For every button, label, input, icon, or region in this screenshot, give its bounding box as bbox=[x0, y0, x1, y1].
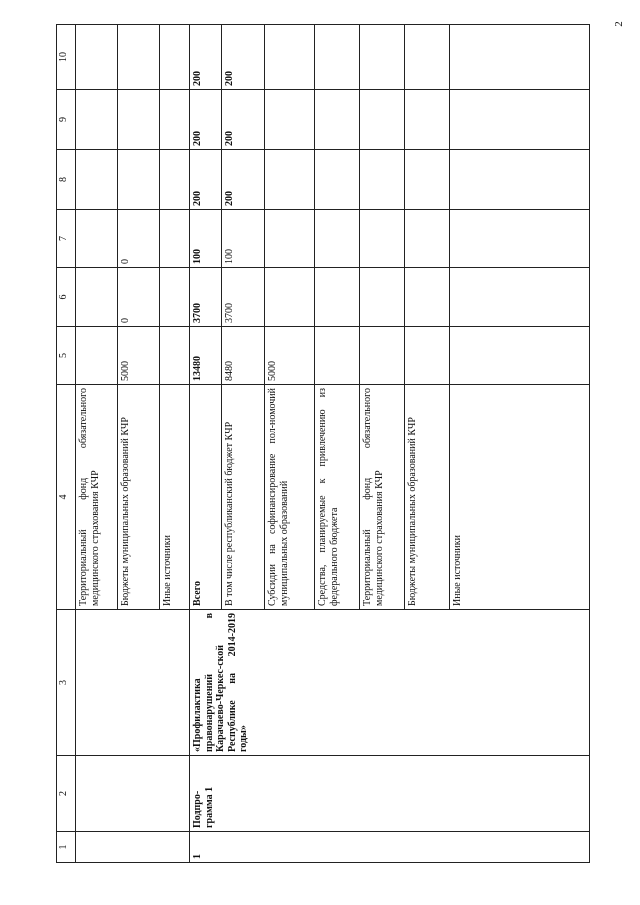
source-cell: Территориальный фонд обязательного медицинского страхования КЧР bbox=[360, 385, 405, 610]
value-cell bbox=[315, 25, 360, 90]
value-cell: 0 bbox=[118, 268, 160, 327]
value-cell bbox=[405, 150, 450, 210]
funding-table bbox=[56, 24, 590, 863]
value-cell bbox=[118, 150, 160, 210]
value-cell bbox=[118, 25, 160, 90]
rotated-page bbox=[56, 25, 592, 863]
value-cell bbox=[360, 210, 405, 268]
source-cell: Средства, планируемые к привлечению из федерального бюджета bbox=[315, 385, 360, 610]
source-cell: Иные источники bbox=[160, 385, 190, 610]
value-cell: 200 bbox=[222, 90, 265, 150]
total-row bbox=[190, 25, 222, 863]
subprogram-number: 1 bbox=[190, 832, 590, 863]
value-cell bbox=[160, 210, 190, 268]
value-cell bbox=[160, 90, 190, 150]
value-cell bbox=[265, 150, 315, 210]
source-cell: Иные источники bbox=[450, 385, 590, 610]
value-cell bbox=[405, 327, 450, 385]
value-cell bbox=[360, 268, 405, 327]
value-cell bbox=[450, 150, 590, 210]
column-header: 2 bbox=[57, 756, 76, 832]
subprogram-name: «Профилактика правонарушений в Карачаево-Черкес-ской Республике на 2014-2019 годы» bbox=[190, 610, 590, 756]
source-cell: Всего bbox=[190, 385, 222, 610]
value-cell bbox=[315, 210, 360, 268]
value-cell: 5000 bbox=[118, 327, 160, 385]
value-cell bbox=[160, 268, 190, 327]
value-cell bbox=[315, 327, 360, 385]
value-cell bbox=[360, 25, 405, 90]
source-cell: Субсидии на софинансирование пол-номочий муниципальных образований bbox=[265, 385, 315, 610]
value-cell bbox=[450, 90, 590, 150]
value-cell: 200 bbox=[190, 90, 222, 150]
column-header: 9 bbox=[57, 90, 76, 150]
value-cell bbox=[265, 90, 315, 150]
value-cell bbox=[405, 268, 450, 327]
subprogram-type: Подпро-грамма 1 bbox=[190, 756, 590, 832]
value-cell bbox=[405, 25, 450, 90]
source-cell: Бюджеты муниципальных образований КЧР bbox=[405, 385, 450, 610]
source-cell: Бюджеты муниципальных образований КЧР bbox=[118, 385, 160, 610]
source-cell: В том числе республиканский бюджет КЧР bbox=[222, 385, 265, 610]
value-cell: 200 bbox=[222, 25, 265, 90]
value-cell bbox=[360, 150, 405, 210]
table-row bbox=[76, 25, 118, 863]
value-cell bbox=[265, 268, 315, 327]
value-cell: 0 bbox=[118, 210, 160, 268]
column-header: 7 bbox=[57, 210, 76, 268]
value-cell: 200 bbox=[190, 25, 222, 90]
value-cell bbox=[76, 25, 118, 90]
empty-cell bbox=[76, 756, 190, 832]
value-cell bbox=[315, 268, 360, 327]
empty-cell bbox=[76, 610, 190, 756]
header-row bbox=[57, 25, 76, 863]
value-cell bbox=[76, 327, 118, 385]
value-cell bbox=[160, 327, 190, 385]
value-cell bbox=[315, 90, 360, 150]
value-cell: 3700 bbox=[222, 268, 265, 327]
column-header: 6 bbox=[57, 268, 76, 327]
value-cell bbox=[76, 150, 118, 210]
page-number: 2 bbox=[612, 21, 625, 27]
column-header: 1 bbox=[57, 832, 76, 863]
value-cell: 8480 bbox=[222, 327, 265, 385]
value-cell bbox=[360, 90, 405, 150]
value-cell: 100 bbox=[190, 210, 222, 268]
value-cell: 100 bbox=[222, 210, 265, 268]
value-cell bbox=[118, 90, 160, 150]
value-cell bbox=[450, 210, 590, 268]
value-cell bbox=[405, 90, 450, 150]
value-cell bbox=[450, 268, 590, 327]
column-header: 5 bbox=[57, 327, 76, 385]
column-header: 8 bbox=[57, 150, 76, 210]
value-cell bbox=[265, 210, 315, 268]
value-cell bbox=[265, 25, 315, 90]
value-cell bbox=[76, 90, 118, 150]
column-header: 3 bbox=[57, 610, 76, 756]
empty-cell bbox=[76, 832, 190, 863]
source-cell: Территориальный фонд обязательного медицинского страхования КЧР bbox=[76, 385, 118, 610]
value-cell bbox=[76, 268, 118, 327]
value-cell bbox=[450, 25, 590, 90]
value-cell: 13480 bbox=[190, 327, 222, 385]
column-header: 4 bbox=[57, 385, 76, 610]
value-cell: 5000 bbox=[265, 327, 315, 385]
value-cell bbox=[160, 150, 190, 210]
column-header: 10 bbox=[57, 25, 76, 90]
value-cell bbox=[450, 327, 590, 385]
value-cell: 200 bbox=[190, 150, 222, 210]
value-cell bbox=[315, 150, 360, 210]
value-cell bbox=[160, 25, 190, 90]
value-cell bbox=[76, 210, 118, 268]
value-cell bbox=[360, 327, 405, 385]
value-cell: 3700 bbox=[190, 268, 222, 327]
value-cell: 200 bbox=[222, 150, 265, 210]
value-cell bbox=[405, 210, 450, 268]
